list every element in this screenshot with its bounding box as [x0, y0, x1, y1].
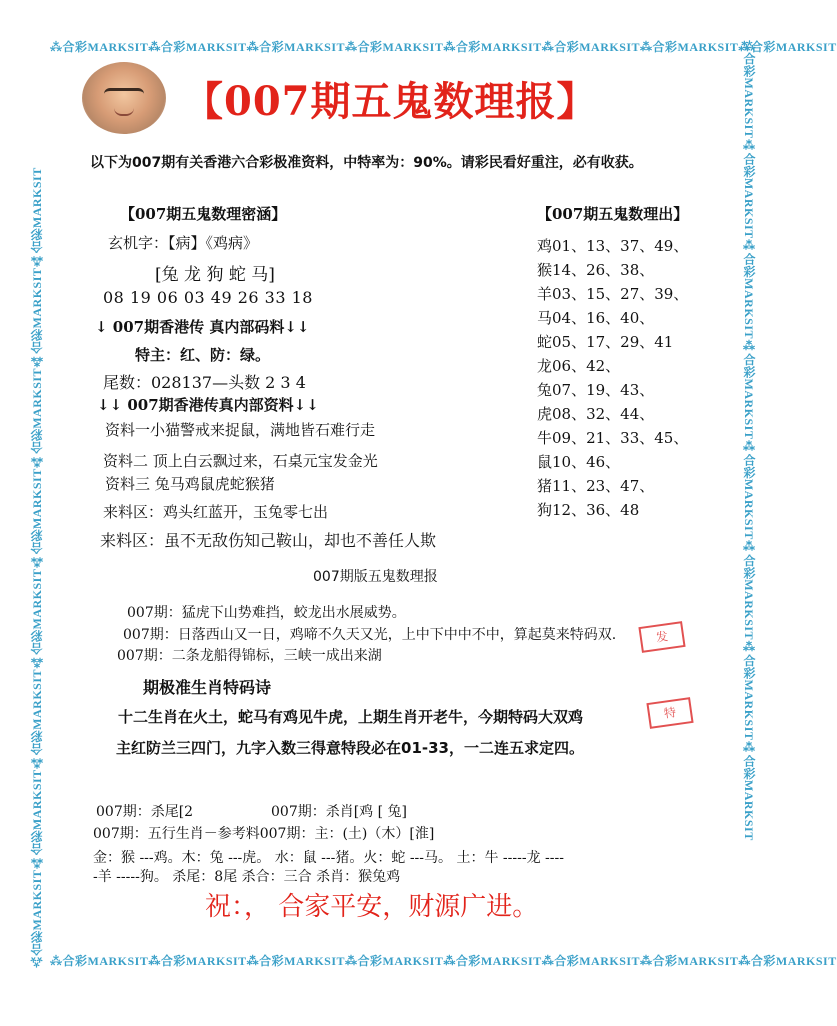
- source-two: 来料区：虽不无敌伤知己鞍山，却也不善任人欺: [100, 531, 437, 550]
- list-item: 蛇05、17、29、41: [537, 333, 674, 351]
- list-item: 马04、16、40、: [537, 309, 655, 327]
- hk-inside-info-heading: ↓↓ 007期香港传真内部资料↓↓: [97, 396, 319, 414]
- poem-line-two: 主红防兰三四门，九字入数三得意特段必在01-33，一二连五求定四。: [116, 739, 584, 757]
- kill-animal: 007期：杀肖[鸡 [ 兔]: [271, 804, 408, 820]
- list-item: 猪11、23、47、: [537, 477, 655, 495]
- page-title: 【007期五鬼数理报】: [183, 78, 598, 125]
- info-one: 资料一小猫警戒来捉鼠，满地皆石难行走: [105, 421, 376, 439]
- number-list: 08 19 06 03 49 26 33 18: [103, 288, 313, 307]
- red-stamp: 发: [638, 621, 685, 653]
- portrait-avatar: [82, 62, 166, 134]
- hk-inside-code-heading: ↓ 007期香港传 真内部码料↓↓: [95, 318, 310, 336]
- special-color: 特主：红、防：绿。: [135, 346, 271, 364]
- list-item: 虎08、32、44、: [537, 405, 655, 423]
- list-item: 猴14、26、38、: [537, 261, 655, 279]
- info-two: 资料二 顶上白云飘过来，石桌元宝发金光: [103, 452, 378, 470]
- red-stamp: 特: [646, 697, 693, 729]
- elements-line-two: -羊 -----狗。 杀尾：8尾 杀合：三合 杀肖：猴兔鸡: [93, 869, 401, 885]
- verse-line-one: 007期：猛虎下山势难挡，蛟龙出水展威势。: [127, 605, 406, 621]
- five-elements: 007期：五行生肖－参考料007期：主：(土)（木）[淮]: [93, 826, 435, 842]
- list-item: 鸡01、13、37、49、: [537, 237, 689, 255]
- source-one: 来料区：鸡头红蓝开，玉兔零七出: [103, 503, 329, 521]
- list-item: 鼠10、46、: [537, 453, 621, 471]
- border-watermark-right: ⁂合彩MARKSIT⁂合彩MARKSIT⁂合彩MARKSIT⁂合彩MARKSIT⁂合彩MARKSIT⁂合彩MARKSIT⁂合彩MARKSIT⁂合彩MARKSIT: [742, 40, 756, 841]
- verse-line-three: 007期：二条龙船得锦标，三峡一成出来湖: [117, 648, 382, 664]
- border-watermark-top: ⁂合彩MARKSIT⁂合彩MARKSIT⁂合彩MARKSIT⁂合彩MARKSIT⁂合彩MARKSIT⁂合彩MARKSIT⁂合彩MARKSIT⁂合彩MARKSIT: [50, 40, 837, 54]
- animal-list: [兔 龙 狗 蛇 马]: [155, 265, 275, 285]
- section-subtitle: 007期版五鬼数理报: [313, 569, 438, 585]
- list-item: 羊03、15、27、39、: [537, 285, 689, 303]
- poem-heading: 期极准生肖特码诗: [143, 678, 272, 697]
- border-watermark-bottom: ⁂合彩MARKSIT⁂合彩MARKSIT⁂合彩MARKSIT⁂合彩MARKSIT⁂合彩MARKSIT⁂合彩MARKSIT⁂合彩MARKSIT⁂合彩MARKSIT: [50, 954, 837, 968]
- verse-line-two: 007期：日落西山又一日，鸡啼不久天又光，上中下中中不中，算起莫来特码双.: [123, 627, 617, 643]
- list-item: 龙06、42、: [537, 357, 621, 375]
- elements-line-one: 金：猴 ---鸡。木：兔 ---虎。 水：鼠 ---猪。火：蛇 ---马。 土：牛 -----龙 ----: [93, 850, 564, 866]
- list-item: 牛09、21、33、45、: [537, 429, 689, 447]
- border-watermark-left: ⁂合彩MARKSIT⁂合彩MARKSIT⁂合彩MARKSIT⁂合彩MARKSIT⁂合彩MARKSIT⁂合彩MARKSIT⁂合彩MARKSIT⁂合彩MARKSIT: [30, 167, 44, 968]
- kill-tail: 007期：杀尾[2: [96, 804, 194, 820]
- blessing-text: 祝：， 合家平安，财源广进。: [205, 892, 539, 922]
- riddle-label: 玄机字：【病】《鸡病》: [108, 234, 259, 252]
- intro-text: 以下为007期有关香港六合彩极准资料，中特率为：90%。请彩民看好重注，必有收获。: [90, 155, 643, 171]
- list-item: 狗12、36、48: [537, 501, 640, 519]
- left-heading: 【007期五鬼数理密涵】: [120, 205, 287, 223]
- tail-head-numbers: 尾数：028137—头数 2 3 4: [103, 373, 306, 392]
- poem-line-one: 十二生肖在火土，蛇马有鸡见牛虎，上期生肖开老牛，今期特码大双鸡: [118, 708, 584, 726]
- right-heading: 【007期五鬼数理出】: [537, 205, 689, 223]
- info-three: 资料三 兔马鸡鼠虎蛇猴猪: [105, 475, 275, 493]
- list-item: 兔07、19、43、: [537, 381, 655, 399]
